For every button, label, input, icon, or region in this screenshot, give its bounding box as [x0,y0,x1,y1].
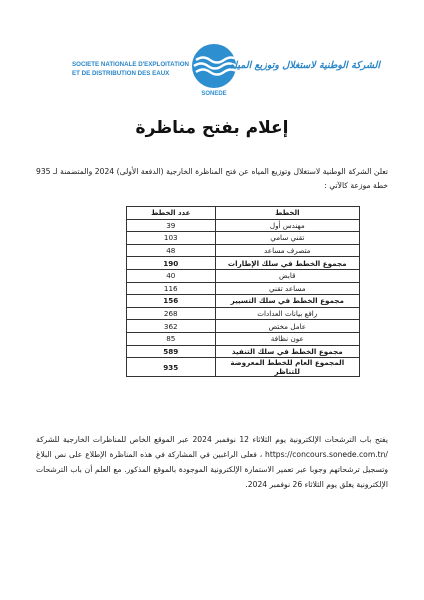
logo-wordmark: SONEDE [201,91,227,97]
table-body [127,219,360,377]
position-name: مجموع الخطط في سلك التنفيذ [215,345,359,358]
closing-text-part1: يفتح باب الترشحات الإلكترونية يوم الثلاثاء 12 نوفمبر 2024 عبر الموقع الخاص للمناظرات الخارجية للشركة [36,435,388,444]
table-row [127,244,360,257]
org-name-arabic: الشركة الوطنية لاستغلال وتوزيع المياه [229,60,380,71]
table-row [127,282,360,295]
table-row-total [127,295,360,308]
table-row [127,332,360,345]
column-header-count: عدد الخطط [127,207,216,220]
position-count: 190 [127,257,216,270]
table-row-total [127,358,360,377]
position-count: 40 [127,269,216,282]
intro-paragraph: تعلن الشركة الوطنية لاستغلال وتوزيع المياه عن فتح المناظرة الخارجية (الدفعة الأولى) 2024 والمتضمنة لـ 935 خطة موزعة كالآتي : [36,167,389,190]
document-header [0,40,424,110]
position-count: 156 [127,295,216,308]
position-name: عامل مختص [215,320,359,333]
position-name: مساعد تقني [215,282,359,295]
table-row-total [127,345,360,358]
closing-paragraph [36,432,388,492]
table-row [127,307,360,320]
position-name: مهندس أول [215,219,359,232]
position-name: رافع بيانات العدادات [215,307,359,320]
position-name: قابض [215,269,359,282]
column-header-positions: الخطط [215,207,359,220]
org-name-french [72,60,192,78]
position-count: 268 [127,307,216,320]
position-name: متصرف مساعد [215,244,359,257]
table-row [127,320,360,333]
position-name: تقني سامي [215,232,359,245]
position-count: 362 [127,320,216,333]
table-row [127,219,360,232]
position-count: 589 [127,345,216,358]
closing-text-part2: ، فعلى الراغبين في المشاركة في هذه المناظرة الإطلاع على نص البلاغ وتسجيل ترشحاتهم وجوبا عبر تعمير الاستمارة الإلكترونية الموجودة بالموقع المذكور. مع العلم أن باب الترشحات الإلكترونية يغلق يوم الثلاثاء 26 نوفمبر 2024. [36,450,388,489]
position-name: المجموع العام للخطط المعروضة للتناظر [215,358,359,377]
page-title: إعلام بفتح مناظرة [135,118,289,138]
position-name: عون نظافة [215,332,359,345]
position-count: 116 [127,282,216,295]
org-name-french-line2: ET DE DISTRIBUTION DES EAUX [72,70,170,77]
position-count: 48 [127,244,216,257]
position-name: مجموع الخطط في سلك الإطارات [215,257,359,270]
table-row-total [127,257,360,270]
positions-table [126,206,360,377]
org-name-french-line1: SOCIETE NATIONALE D'EXPLOITATION [72,61,189,68]
position-count: 935 [127,358,216,377]
sonede-logo [189,44,239,106]
table-row [127,269,360,282]
position-count: 39 [127,219,216,232]
position-count: 103 [127,232,216,245]
position-name: مجموع الخطط في سلك التسيير [215,295,359,308]
competition-website-link[interactable]: https://concours.sonede.com.tn/ [265,450,388,459]
table-header-row [127,207,360,220]
table-row [127,232,360,245]
position-count: 85 [127,332,216,345]
